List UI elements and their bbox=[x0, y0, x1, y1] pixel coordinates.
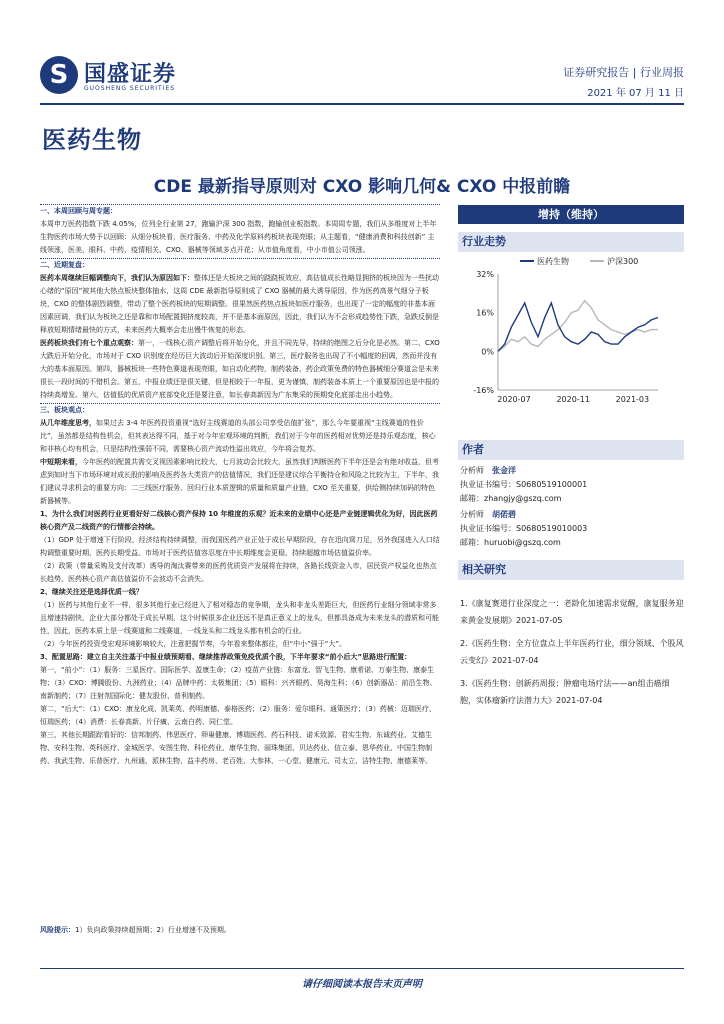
paragraph: 本周申万医药指数下跌 4.05%，位列全行业第 27，跑输沪深 300 指数，跑输创业板指数。本周周专题，我们从多维度对上半年生物医药市场大势予以回顾：从细分板块看，医疗服务、中药及化学原料药板块表现亮眼；从主题看，“健康消费和科技创新” 主线领涨，医美、眼科、中药、疫情相关、CXO、器械等领域多点开花；从市值角度看，中小市值公司领涨。 bbox=[40, 220, 437, 254]
section-heading: 一、本周回顾与周专题： bbox=[40, 204, 440, 218]
author-block: 分析师 张金洋 执业证书编号：S0680519100001 邮箱：zhangjy@gszq.com bbox=[460, 466, 588, 503]
trend-chart bbox=[458, 252, 684, 412]
related-item[interactable]: 3.《医药生物：创新药周报：肿瘤电场疗法——an组击癌细胞，实体瘤新疗法潜力大》2021-07-04 bbox=[460, 679, 670, 705]
logo-name: 国盛证券 bbox=[84, 62, 177, 87]
paragraph: 医药板块我们有七个重点观察：第一，一线核心资产调整后将开始分化，并且不同先导，持续的绝图之后分化是必然。第二，CXO 大跌后开始分化，市场对于 CXO 识别度在经历巨大波动后开始深度识别。第三，医疗服务也出现了不小幅度的回调，然而并没有大的基本面原因。第四，器械板块一些特色赛道表现亮眼，如自动化药物，制药装备，药企政策免费的特色器械细分赛道会是未来很长一段时间的不错机会。第五，中报业绩还是很关键，但是相较于一年报，更为谨慎，制药装备本质上一个重要原因也是中报的持续高增发。第六，估值低的优质资产底部变化还是要注意，如长春高新因为广东集采的预期变化底部走出小趋势。 bbox=[40, 339, 440, 399]
paragraph: 中短期来看，今年医药的配置共需交叉视因素影响比较大，七月波动会比较大，虽然我们判断医药下半年还是会有绝对收益，但考虑到如时当下市场环境对成长股的影响及医药各大类资产的估值情况，我们还是建议综合平衡持仓和风险之比较为主，下半年，我们建议寻求机会的重要方向：二三线医疗服务、回归行业本质逻辑的质量和质量产业链，CXO 至关重要，供给侧持续加码的特色新器械等。 bbox=[40, 458, 439, 505]
footer-divider bbox=[40, 968, 684, 969]
author-block: 分析师 胡偌碧 执业证书编号：S0680519010003 邮箱：huruobi@gszq.com bbox=[460, 510, 588, 547]
report-type: 证券研究报告 | 行业周报 bbox=[563, 66, 684, 79]
section-heading: 三、板块观点： bbox=[40, 403, 440, 417]
logo-english: GUOSHENG SECURITIES bbox=[84, 85, 176, 92]
authors-heading: 作者 bbox=[458, 440, 684, 460]
paragraph: 第二，“后大”：（1）CXO：康龙化成、凯莱英、药明康德、泰格医药；（2）服务：爱尔眼科、通策医疗；（3）药械：迈瑞医疗、恒瑞医药；（4）消费：长春高新、片仔癀、云南白药、同仁堂。 bbox=[40, 705, 436, 726]
paragraph: 第三，其他长期跟踪看好的：信邦制药、伟思医疗、卵巢健康、博瑞医药、药石科技、诺禾致源、君实生物、东诚药业、艾德生物、安科生物、英科医疗、金城医学、安图生物、科伦药业、康华生物、丽珠集团、贝达药业、信立泰、恩华药业、中国生物制药、我武生物、乐普医疗、九州通、派林生物、益丰药房、老百姓、大参林、一心堂、健康元、司太立、洁特生物、康德莱等。 bbox=[40, 731, 432, 765]
paragraph: （2）政策（带量采购及支付改革）诱导的淘汰赛带来的医药优质资产发展将在持续，各路长线资金入市，居民资产权益化也热点长趋势，医药核心资产高估值溢价不会波动不会消失。 bbox=[40, 562, 437, 583]
y-tick-label: 32% bbox=[476, 270, 494, 279]
related-item[interactable]: 1.《康复赛道行业深度之一：老龄化加速需求觉醒，康复服务迎来黄金发展期》2021-07-05 bbox=[460, 599, 684, 625]
x-tick-label: 2020-07 bbox=[497, 395, 531, 404]
related-heading: 相关研究 bbox=[458, 560, 684, 580]
industry-title: 医药生物 bbox=[42, 126, 142, 154]
section-heading: 二、近期复盘： bbox=[40, 258, 440, 272]
legend-label-series-2: 沪深300 bbox=[607, 257, 639, 266]
paragraph: 第一，“前小”：（1）服务：三星医疗、国际医学、盈康生命；（2）疫苗产业链：东富龙、智飞生物、康希诺、万泰生物、康泰生物；（3）CXO：博腾股份、九洲药业；（4）品牌中药：太极集团；（5）眼科：兴齐眼药、昊海生科；（6）创新器品：前沿生物、南新制药；（7）注射剂国际化：健友股份、普利制药。 bbox=[40, 666, 437, 700]
paragraph: 医药本周继续巨幅调整向下，我们认为原因如下：整体还是大板块之间的跷跷板效应，高估值成长性略显拥挤的板块因为一些扰动心绪的“原因”被其他大热点板块整体抽水，这周 CDE 最新指导原则成了 CXO 器械的最大诱导原因，作为医药高景气细分子板块，CXO 的整体剧烈调整，带动了整个医药板块的短期调整。很果然医药热点板块如医疗服务，也出现了一定的幅度的非基本面因素回调，我们认为板块之还是靠和市场配置拥挤度较高，并不是基本面原因，因此，我们认为不会形成趋势性下跌，急跌反倒是释放短期情绪最快的方式，未来医药大概率会走出慢牛恢复的形态。 bbox=[40, 274, 439, 334]
x-tick-label: 2020-11 bbox=[556, 395, 590, 404]
legend-label-series-1: 医药生物 bbox=[537, 257, 569, 266]
subheading: 2、继续关注还是选择优质一线？ bbox=[40, 588, 143, 596]
subheading: 3、配置思路：建立自主关注基于中报业绩预期看、继续推荐政策免疫优质个股，下半年要求“前小后大”思路进行配置： bbox=[40, 653, 412, 661]
paragraph: （1）GDP 处于增速下行阶段，经济结构持续调整，而我国医药产业正处于成长早期阶段，存在迅向窝刀足，另外我国进入人口结构调整重要时期，医药长期受益。市场对于医药估值容忍度在中长期维度会更稳，持续超越市场估值溢价率。 bbox=[40, 536, 440, 557]
rating-badge: 增持（维持） bbox=[458, 205, 684, 224]
subheading: 1、为什么我们对医药行业更看好好二线核心资产保持 10 年维度的乐观？近未来的业绩中心还是产业链逻辑优化为好，因此医药核心资产及二线资产的行情都会持续。 bbox=[40, 510, 438, 531]
y-tick-label: -16% bbox=[473, 386, 494, 395]
related-research-list bbox=[460, 595, 684, 715]
report-body bbox=[40, 203, 440, 768]
trend-chart-svg bbox=[458, 252, 684, 412]
risk-warning: 风险提示：1）负向政策持续超预期；2）行业增速不及预期。 bbox=[40, 926, 231, 934]
header-divider bbox=[40, 103, 684, 105]
report-title: CDE 最新指导原则对 CXO 影响几何& CXO 中报前瞻 bbox=[153, 177, 571, 197]
trend-heading: 行业走势 bbox=[458, 232, 684, 252]
paragraph: 从几年维度思考，如果过去 3-4 年医药投资重视“选好主线赛道的头部公司享受估值扩张”，那么今年要重视“主线赛道的性价比”，虽然都是结构性机会，但其表达得不同，基于对今年宏观环境的判断，我们对于今年的医药相对优势还是持乐观态度，核心和非核心均有机会，只是结构性强弱不同，需要核心资产流动性溢出效应，今年将会复苏。 bbox=[40, 419, 436, 453]
report-date: 2021 年 07 月 11 日 bbox=[587, 88, 684, 99]
y-tick-label: 0% bbox=[481, 347, 494, 357]
footer-disclaimer: 请仔细阅读本报告末页声明 bbox=[302, 979, 422, 990]
paragraph: （2）今年医药投资受宏观环境影响较大，注意把握节奏，今年看来整体都往，但“中小”强于“大”。 bbox=[40, 640, 346, 648]
paragraph: （1）医药与其他行业不一样，很多其他行业已经进入了相对稳态的竞争期，龙头和非龙头差距巨大，但医药行业细分领域非常多且增速持剧快，企业大部分都处于成长早期，这个时候很多企业还远不是真正意义上的龙头，但都具备成为未来龙头的潜质和可能性，因此，医药本质上是一线赛道和二线赛道，一线龙头和二线龙头都有机会的行业。 bbox=[40, 601, 439, 635]
y-tick-label: 16% bbox=[476, 308, 494, 318]
related-item[interactable]: 2.《医药生物：全方位盘点上半年医药行业，细分领域、个股风云变幻》2021-07-04 bbox=[460, 639, 684, 665]
company-logo: S 国盛证券 GUOSHENG SECURITIES bbox=[40, 56, 240, 96]
x-tick-label: 2021-03 bbox=[615, 395, 650, 404]
